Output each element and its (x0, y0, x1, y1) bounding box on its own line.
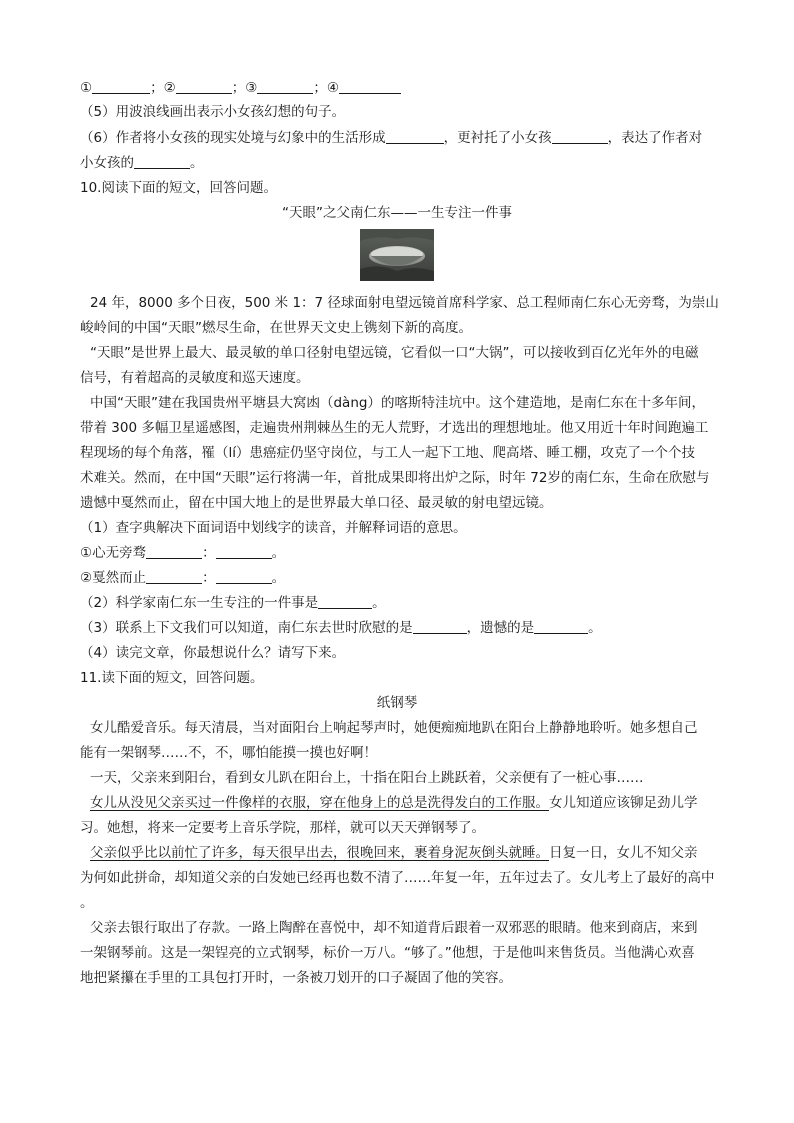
q11-para2-line1: 一天，父亲来到阳台，看到女儿趴在阳台上，十指在阳台上跳跃着，父亲便有了一桩心事…… (90, 770, 644, 786)
period: 。 (271, 570, 286, 586)
q11-para4-rest: 日复一日，女儿不知父亲 (549, 845, 698, 861)
blank-label-3: ；③ (231, 80, 258, 96)
q11-prompt: 11.读下面的短文，回答问题。 (80, 670, 264, 686)
q11-para3-line2: 习。她想，将来一定要考上音乐学院，那样，就可以天天弹钢琴了。 (80, 820, 485, 836)
q10-question-1-item-1 (80, 543, 720, 563)
q10-question-3 (80, 618, 720, 638)
q9-item6-text-e: 。 (190, 155, 204, 171)
answer-blank-3[interactable] (257, 79, 313, 94)
q11-title: 纸钢琴 (376, 695, 418, 711)
answer-blank-contrast[interactable] (386, 129, 444, 144)
q11-para3-line1 (90, 793, 720, 813)
q10-text-line-3: “天眼”是世界上最大、最灵敏的单口径射电望远镜，它看似一口“大锅”，可以接收到百亿光年外的电磁 (90, 345, 699, 361)
q10-question-2 (80, 593, 720, 613)
q11-para5-line3: 地把紧攥在手里的工具包打开时，一条被刀划开的口子凝固了他的笑容。 (80, 970, 512, 986)
answer-blank-pinyin-2[interactable] (146, 569, 202, 584)
answer-blank-1[interactable] (92, 79, 150, 94)
q10-question-3-text-b: ，遗憾的是 (466, 620, 535, 636)
q10-question-1-item-2 (80, 568, 720, 588)
q11-para5-line2: 一架钢琴前。这是一架锃亮的立式钢琴，标价一万八。“够了。”他想，于是他叫来售货员。当他满心欢喜 (80, 945, 695, 961)
blank-label-2: ；② (150, 80, 176, 96)
word-xinwupangwu: ①心无旁骛 (80, 545, 147, 561)
q9-item5: （5）用波浪线画出表示小女孩幻想的句子。 (80, 104, 346, 120)
period: 。 (588, 620, 602, 636)
q11-para5-line1: 父亲去银行取出了存款。一路上陶醉在喜悦中，却不知道背后跟着一双邪恶的眼睛。他来到商店，来到 (90, 920, 698, 936)
answer-blank-meaning-2[interactable] (216, 569, 272, 584)
q9-item6-text-a: （6）作者将小女孩的现实处境与幻象中的生活形成 (80, 130, 386, 146)
q10-question-4: （4）读完文章，你最想说什么？请写下来。 (80, 645, 346, 661)
colon: ： (202, 570, 216, 586)
underlined-sentence-2: 父亲似乎比以前忙了许多，每天很早出去，很晚回来，裹着身泥灰倒头就睡。 (90, 845, 549, 861)
answer-blank-girl[interactable] (552, 129, 608, 144)
q10-question-3-text-a: （3）联系上下文我们可以知道，南仁东去世时欣慰的是 (80, 620, 413, 636)
period: 。 (372, 595, 386, 611)
period: 。 (271, 545, 286, 561)
q11-para4-line2: 为何如此拼命，却知道父亲的白发她已经再也数不清了……年复一年，五年过去了。女儿考上了最好的高中 (80, 870, 715, 886)
answer-blank-relieved[interactable] (413, 619, 467, 634)
q10-title: “天眼”之父南仁东——一生专注一件事 (282, 205, 512, 221)
q11-para1-line2: 能有一架钢琴……不，不，哪怕能摸一摸也好啊！ (80, 745, 377, 761)
q9-item6-text-b: ，更衬托了小女孩 (443, 130, 552, 146)
colon: ： (202, 545, 216, 561)
q10-text-line-1: 24 年，8000 多个日夜，500 米 1：7 径球面射电望远镜首席科学家、总工程师南仁东心无旁骛，为崇山 (90, 295, 719, 311)
q10-text-line-8: 术难关。然而，在中国“天眼”运行将满一年，首批成果即将出炉之际，时年 72岁的南仁东，生命在欣慰与 (80, 470, 710, 486)
q11-para3-rest: 女儿知道应该铆足劲儿学 (549, 795, 698, 811)
q9-item6-text-d: 小女孩的 (80, 155, 134, 171)
answer-blank-feeling[interactable] (134, 154, 190, 169)
answer-blank-meaning-1[interactable] (216, 544, 272, 559)
q10-question-1: （1）查字典解决下面词语中划线字的读音，并解释词语的意思。 (80, 520, 467, 536)
q9-blanks-row (80, 78, 720, 98)
q10-text-line-7: 程现场的每个角落，罹（lí）患癌症仍坚守岗位，与工人一起下工地、爬高塔、睡工棚，攻克了一个个技 (80, 445, 696, 461)
answer-blank-4[interactable] (339, 79, 401, 94)
answer-blank-2[interactable] (176, 79, 232, 94)
q11-para4-line1 (90, 843, 720, 863)
underlined-sentence-1: 女儿从没见父亲买过一件像样的衣服，穿在他身上的总是洗得发白的工作服。 (90, 795, 549, 811)
answer-blank-pinyin-1[interactable] (146, 544, 202, 559)
blank-label-1: ① (80, 80, 93, 96)
q10-text-line-4: 信号，有着超高的灵敏度和巡天速度。 (80, 370, 310, 386)
q10-prompt: 10.阅读下面的短文，回答问题。 (80, 180, 277, 196)
q11-para1-line1: 女儿酷爱音乐。每天清晨，当对面阳台上响起琴声时，她便痴痴地趴在阳台上静静地聆听。她多想自己 (90, 720, 698, 736)
q10-text-line-2: 峻岭间的中国“天眼”燃尽生命，在世界天文史上镌刻下新的高度。 (80, 320, 472, 336)
q9-item6-line1 (80, 128, 720, 148)
q10-text-line-6: 带着 300 多幅卫星遥感图，走遍贵州荆棘丛生的无人荒野，才选出的理想地址。他又用近十年时间跑遍工 (80, 420, 709, 436)
blank-label-4: ；④ (313, 80, 339, 96)
answer-blank-one-thing[interactable] (318, 594, 372, 609)
word-jiaranerzhi: ②戛然而止 (80, 570, 147, 586)
q9-item6-text-c: ，表达了作者对 (607, 130, 703, 146)
q10-text-line-9: 遗憾中戛然而止，留在中国大地上的是世界最大单口径、最灵敏的射电望远镜。 (80, 495, 553, 511)
q11-para4-line3: 。 (80, 895, 94, 911)
q10-text-line-5: 中国“天眼”建在我国贵州平塘县大窝凼（dàng）的喀斯特洼坑中。这个建造地，是南仁东在十多年间， (90, 395, 705, 411)
answer-blank-regret[interactable] (534, 619, 588, 634)
radio-telescope-dish-photo-icon (360, 229, 434, 281)
q9-item6-line2 (80, 153, 720, 173)
q10-question-2-text: （2）科学家南仁东一生专注的一件事是 (80, 595, 319, 611)
